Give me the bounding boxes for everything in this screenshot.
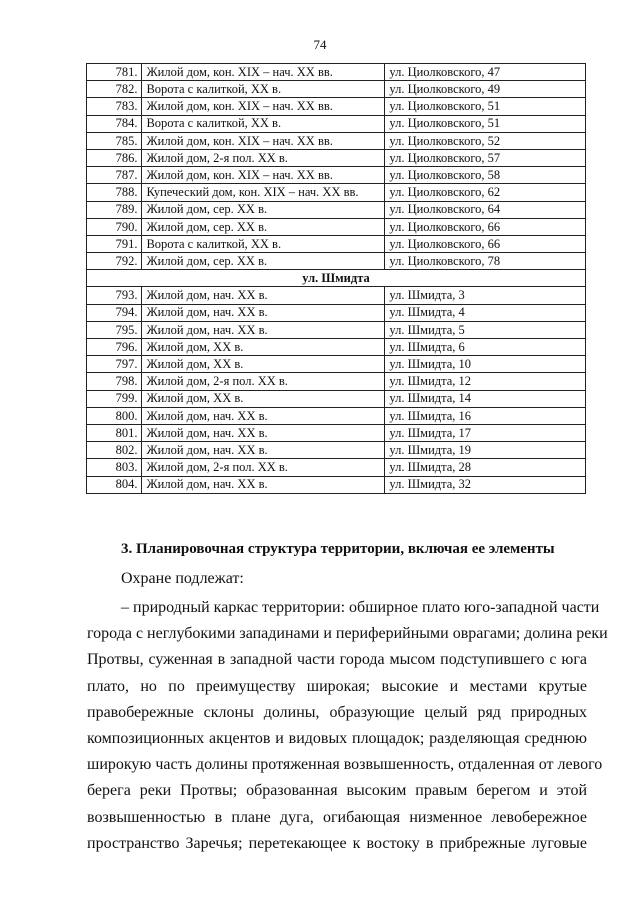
lead-text: Охране подлежат: <box>121 570 244 587</box>
table-row <box>87 476 586 493</box>
table-row <box>87 356 586 373</box>
object-name: Жилой дом, сер. XX в. <box>142 201 385 218</box>
object-name: Жилой дом, нач. XX в. <box>142 476 385 493</box>
object-address: ул. Циолковского, 47 <box>385 64 586 81</box>
object-address: ул. Шмидта, 28 <box>385 459 586 476</box>
table-row <box>87 253 586 270</box>
paragraph-line: возвышенностью в плане дуга, огибающая низменное левобережное <box>87 808 587 826</box>
table-row <box>87 149 586 166</box>
table-row <box>87 459 586 476</box>
table-row <box>87 373 586 390</box>
object-name: Ворота с калиткой, XX в. <box>142 115 385 132</box>
row-number: 801. <box>87 424 142 441</box>
heritage-registry-table <box>86 63 586 494</box>
row-number: 781. <box>87 64 142 81</box>
table-row <box>87 287 586 304</box>
table-row <box>87 115 586 132</box>
object-address: ул. Шмидта, 6 <box>385 339 586 356</box>
row-number: 796. <box>87 339 142 356</box>
object-address: ул. Шмидта, 3 <box>385 287 586 304</box>
table-row <box>87 64 586 81</box>
object-name: Жилой дом, нач. XX в. <box>142 287 385 304</box>
table-row <box>87 407 586 424</box>
row-number: 785. <box>87 132 142 149</box>
object-address: ул. Циолковского, 57 <box>385 149 586 166</box>
row-number: 804. <box>87 476 142 493</box>
table-row <box>87 167 586 184</box>
object-name: Жилой дом, кон. XIX – нач. XX вв. <box>142 132 385 149</box>
table-row <box>87 390 586 407</box>
object-name: Жилой дом, нач. XX в. <box>142 321 385 338</box>
paragraph-line: пространство Заречья; перетекающее к востоку в прибрежные луговые <box>87 834 587 852</box>
section-title: ул. Шмидта <box>87 270 586 287</box>
object-address: ул. Шмидта, 5 <box>385 321 586 338</box>
table-row <box>87 321 586 338</box>
object-name: Жилой дом, XX в. <box>142 356 385 373</box>
row-number: 791. <box>87 235 142 252</box>
object-address: ул. Циолковского, 51 <box>385 115 586 132</box>
table-row <box>87 442 586 459</box>
row-number: 799. <box>87 390 142 407</box>
object-name: Жилой дом, нач. XX в. <box>142 442 385 459</box>
paragraph-line: широкую часть долины протяженная возвышенность, отдаленная от левого <box>87 756 603 774</box>
object-name: Жилой дом, сер. XX в. <box>142 253 385 270</box>
row-number: 783. <box>87 98 142 115</box>
object-address: ул. Циолковского, 66 <box>385 218 586 235</box>
object-address: ул. Шмидта, 4 <box>385 304 586 321</box>
object-address: ул. Шмидта, 10 <box>385 356 586 373</box>
object-address: ул. Шмидта, 19 <box>385 442 586 459</box>
paragraph-line: – природный каркас территории: обширное плато юго-западной части <box>121 599 600 616</box>
object-name: Жилой дом, кон. XIX – нач. XX вв. <box>142 64 385 81</box>
paragraph-line: правобережные склоны долины, образующие целый ряд природных <box>87 703 587 721</box>
row-number: 802. <box>87 442 142 459</box>
object-name: Жилой дом, 2-я пол. XX в. <box>142 373 385 390</box>
object-address: ул. Циолковского, 58 <box>385 167 586 184</box>
row-number: 795. <box>87 321 142 338</box>
section-row <box>87 270 586 287</box>
object-name: Ворота с калиткой, XX в. <box>142 81 385 98</box>
row-number: 798. <box>87 373 142 390</box>
object-name: Жилой дом, кон. XIX – нач. XX вв. <box>142 98 385 115</box>
registry-section <box>87 270 586 287</box>
row-number: 784. <box>87 115 142 132</box>
object-address: ул. Циолковского, 78 <box>385 253 586 270</box>
paragraph-line: Протвы, суженная в западной части города мысом подступившего с юга <box>87 651 587 669</box>
row-number: 797. <box>87 356 142 373</box>
table-row <box>87 424 586 441</box>
paragraph-line: композиционных акцентов и видовых площадок; разделяющая среднюю <box>87 730 587 747</box>
row-number: 788. <box>87 184 142 201</box>
row-number: 790. <box>87 218 142 235</box>
object-address: ул. Шмидта, 12 <box>385 373 586 390</box>
object-name: Купеческий дом, кон. XIX – нач. XX вв. <box>142 184 385 201</box>
object-address: ул. Шмидта, 16 <box>385 407 586 424</box>
table-row <box>87 98 586 115</box>
table-row <box>87 304 586 321</box>
row-number: 786. <box>87 149 142 166</box>
object-address: ул. Циолковского, 64 <box>385 201 586 218</box>
registry-rows-shmidta <box>87 287 586 493</box>
object-name: Жилой дом, нач. XX в. <box>142 304 385 321</box>
row-number: 792. <box>87 253 142 270</box>
object-address: ул. Циолковского, 49 <box>385 81 586 98</box>
table-row <box>87 132 586 149</box>
paragraph-line: плато, но по преимуществу широкая; высокие и местами крутые <box>87 677 587 695</box>
row-number: 794. <box>87 304 142 321</box>
row-number: 803. <box>87 459 142 476</box>
object-name: Ворота с калиткой, XX в. <box>142 235 385 252</box>
section-heading: 3. Планировочная структура территории, включая ее элементы <box>121 541 555 557</box>
table-row <box>87 218 586 235</box>
row-number: 789. <box>87 201 142 218</box>
paragraph-line: берега реки Протвы; образованная высоким правым берегом и этой <box>87 782 587 800</box>
paragraph-line: города с неглубокими западинами и периферийными оврагами; долина реки <box>87 625 608 643</box>
object-name: Жилой дом, 2-я пол. XX в. <box>142 149 385 166</box>
object-name: Жилой дом, нач. XX в. <box>142 424 385 441</box>
registry-rows-tsiolkovskogo <box>87 64 586 270</box>
table-row <box>87 184 586 201</box>
table-row <box>87 201 586 218</box>
row-number: 793. <box>87 287 142 304</box>
row-number: 800. <box>87 407 142 424</box>
object-address: ул. Шмидта, 14 <box>385 390 586 407</box>
table-row <box>87 339 586 356</box>
object-address: ул. Циолковского, 51 <box>385 98 586 115</box>
object-name: Жилой дом, XX в. <box>142 390 385 407</box>
object-address: ул. Циолковского, 52 <box>385 132 586 149</box>
object-address: ул. Шмидта, 17 <box>385 424 586 441</box>
table-row <box>87 235 586 252</box>
object-address: ул. Шмидта, 32 <box>385 476 586 493</box>
object-address: ул. Циолковского, 66 <box>385 235 586 252</box>
object-name: Жилой дом, XX в. <box>142 339 385 356</box>
object-name: Жилой дом, нач. XX в. <box>142 407 385 424</box>
row-number: 782. <box>87 81 142 98</box>
object-name: Жилой дом, кон. XIX – нач. XX вв. <box>142 167 385 184</box>
object-address: ул. Циолковского, 62 <box>385 184 586 201</box>
object-name: Жилой дом, сер. XX в. <box>142 218 385 235</box>
page-number: 74 <box>313 37 327 52</box>
object-name: Жилой дом, 2-я пол. XX в. <box>142 459 385 476</box>
row-number: 787. <box>87 167 142 184</box>
table-row <box>87 81 586 98</box>
